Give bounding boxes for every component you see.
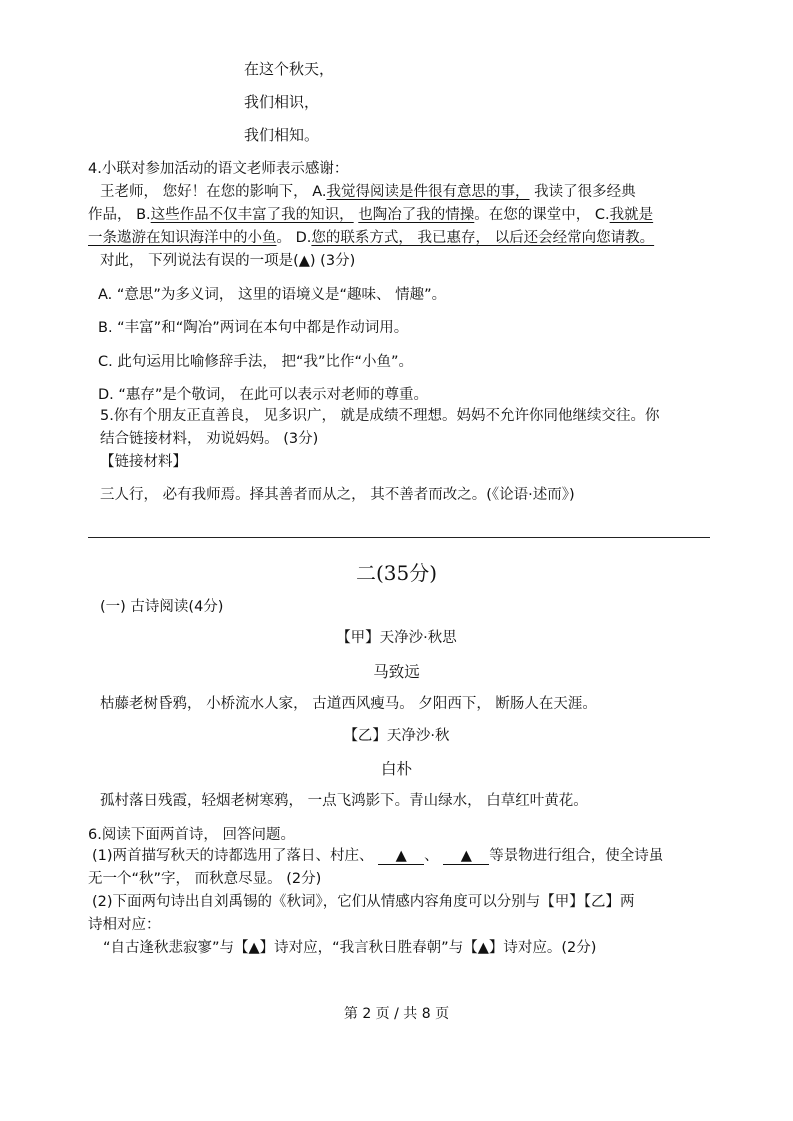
link-material-text: 三人行， 必有我师焉。择其善者而从之， 其不善者而改之。(《论语·述而》) — [100, 487, 575, 503]
q4-sentence-a: 我觉得阅读是件很有意思的事， — [326, 184, 530, 200]
poem-jia-title: 【甲】天净沙·秋思 — [336, 630, 457, 646]
q6-blank-2: ▲ — [443, 848, 489, 865]
q6-blank-1: ▲ — [378, 848, 424, 865]
q6-part1-line-1 — [92, 846, 663, 866]
poem-jia-author: 马致远 — [373, 663, 420, 681]
q4-l2-a: 作品， B. — [88, 207, 151, 223]
q4-sentence-d: 您的联系方式， 我已惠存， 以后还会经常向您请教。 — [311, 230, 655, 246]
q4-l3-a: 。 D. — [276, 230, 312, 246]
q4-l2-b: 。在您的课堂中， C. — [474, 207, 610, 223]
poem-yi-author: 白朴 — [380, 760, 412, 778]
q6-part2-line-1: (2)下面两句诗出自刘禹锡的《秋词》，它们从情感内容角度可以分别与【甲】【乙】两 — [92, 894, 635, 910]
poem-line-3: 我们相知。 — [244, 126, 320, 144]
q6-stem: 6.阅读下面两首诗， 回答问题。 — [88, 827, 295, 843]
q4-option-d: D. “惠存”是个敬词， 在此可以表示对老师的尊重。 — [98, 387, 429, 403]
q4-l1-a: 王老师， 您好！在您的影响下， A. — [100, 184, 327, 200]
link-material-title: 【链接材料】 — [100, 454, 187, 470]
section-divider — [88, 537, 710, 538]
q4-sentence-c-start: 我就是 — [609, 207, 654, 223]
q6-part2-line-3: “自古逢秋悲寂寥”与【▲】诗对应，“我言秋日胜春朝”与【▲】诗对应。(2分) — [103, 940, 597, 956]
q6-part1-line-2: 无一个“秋”字， 而秋意尽显。 (2分) — [88, 871, 322, 887]
poem-line-2: 我们相识， — [244, 93, 320, 111]
q5-line-1: 5.你有个朋友正直善良， 见多识广， 就是成绩不理想。妈妈不允许你同他继续交往。你 — [100, 408, 660, 424]
q4-line-1 — [100, 182, 636, 202]
poem-yi-text: 孤村落日残霞，轻烟老树寒鸦， 一点飞鸿影下。青山绿水， 白草红叶黄花。 — [100, 793, 588, 809]
q5-line-2: 结合链接材料， 劝说妈妈。 (3分) — [100, 431, 319, 447]
q4-line-3 — [88, 228, 654, 248]
q6-part2-line-2: 诗相对应： — [88, 917, 161, 933]
poem-yi-title: 【乙】天净沙·秋 — [343, 728, 450, 744]
q4-sentence-b2: 也陶冶了我的情操 — [358, 207, 475, 223]
poem-jia-text: 枯藤老树昏鸦， 小桥流水人家， 古道西风瘦马。 夕阳西下， 断肠人在天涯。 — [100, 696, 597, 712]
poem-line-1: 在这个秋天， — [244, 60, 335, 78]
page-footer: 第 2 页 / 共 8 页 — [343, 1006, 450, 1022]
q4-option-b: B. “丰富”和“陶冶”两词在本句中都是作动词用。 — [98, 320, 409, 336]
q6-p1-b: 等景物进行组合，使全诗虽 — [489, 848, 664, 864]
q4-stem: 4.小联对参加活动的语文老师表示感谢： — [88, 161, 349, 177]
q4-sentence-c-end: 一条遨游在知识海洋中的小鱼 — [88, 230, 277, 246]
q4-option-c: C. 此句运用比喻修辞手法， 把“我”比作“小鱼”。 — [98, 354, 413, 370]
q4-ask: 对此， 下列说法有误的一项是(▲) (3分) — [100, 253, 356, 269]
section-2-subtitle: (一) 古诗阅读(4分) — [100, 599, 224, 615]
q4-sentence-b1: 这些作品不仅丰富了我的知识， — [150, 207, 354, 223]
q4-line-2 — [88, 205, 653, 225]
q6-p1-sep: 、 — [424, 848, 439, 864]
q4-l1-b: 我读了很多经典 — [529, 184, 636, 200]
q4-option-a: A. “意思”为多义词， 这里的语境义是“趣味、 情趣”。 — [98, 287, 447, 303]
q6-p1-a: (1)两首描写秋天的诗都选用了落日、村庄、 — [92, 848, 374, 864]
section-2-title: 二(35分) — [355, 561, 438, 585]
